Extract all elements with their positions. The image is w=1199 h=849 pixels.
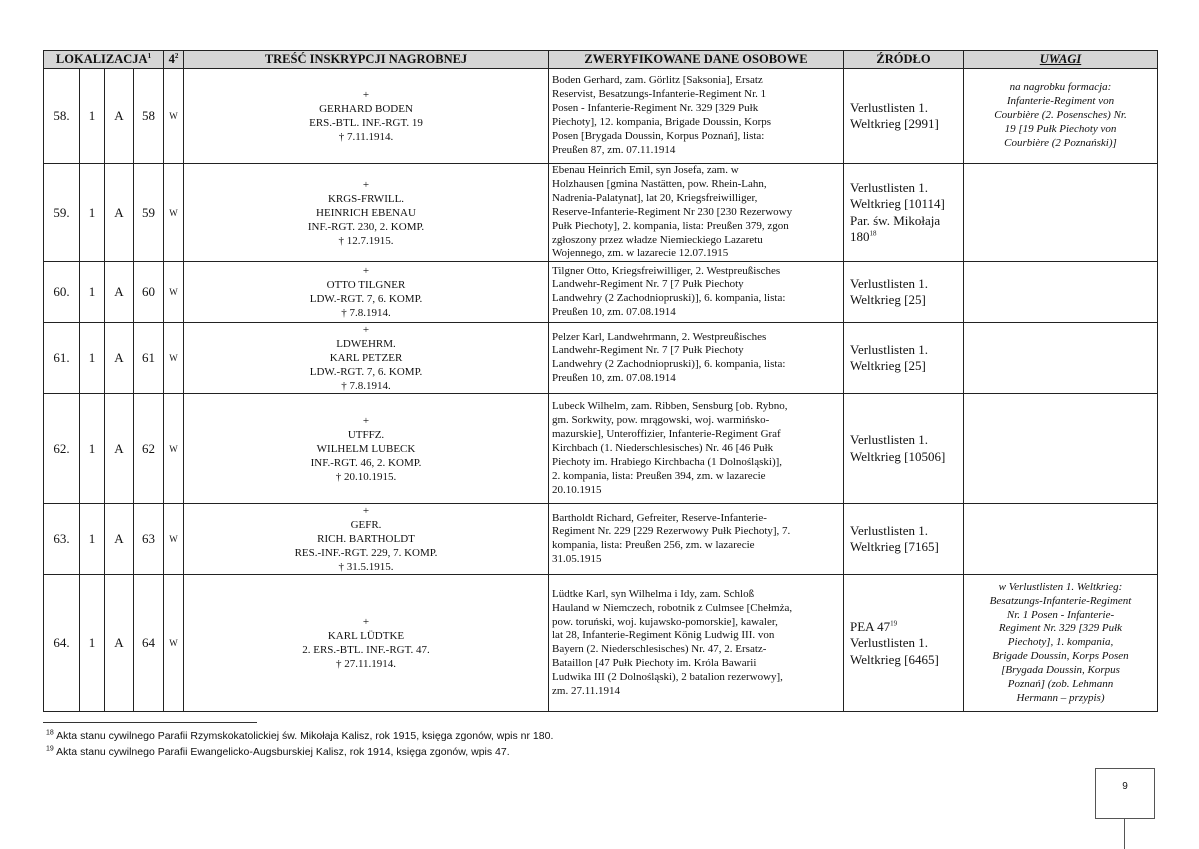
verified-data-line: Tilgner Otto, Kriegsfreiwilliger, 2. Westpreußisches — [552, 264, 781, 277]
grave-number: 59 — [134, 164, 164, 262]
source-line — [850, 196, 957, 213]
verified-data-line: Bayern (2. Niederschlesisches) Nr. 47, 2. Ersatz- — [552, 643, 767, 656]
verified-data-cell — [549, 575, 844, 712]
inscription-line: RES.-INF.-RGT. 229, 7. KOMP. — [294, 547, 438, 560]
verified-data-line: Boden Gerhard, zam. Görlitz [Saksonia], Ersatz — [552, 74, 763, 87]
grave-number: 60 — [134, 262, 164, 323]
notes-line: na nagrobku formacja: — [1009, 81, 1112, 94]
inscription-line: † 12.7.1915. — [338, 234, 394, 247]
grave-number: 64 — [134, 575, 164, 712]
source-text: Verlustlisten 1. — [850, 432, 928, 448]
verified-data-cell — [549, 504, 844, 575]
table-row — [44, 394, 1158, 504]
inscription-cell — [184, 323, 549, 394]
verified-data-line: 20.10.1915 — [552, 483, 602, 496]
verified-data-line: Landwehr-Regiment Nr. 7 [7 Pułk Piechoty — [552, 278, 744, 291]
source-line — [850, 229, 957, 246]
table-row — [44, 262, 1158, 323]
verified-data-line: zm. 27.11.1914 — [552, 685, 621, 698]
grave-type: W — [164, 69, 184, 164]
notes-cell — [964, 504, 1158, 575]
inscription-line: LDW.-RGT. 7, 6. KOMP. — [309, 366, 423, 379]
verified-data-line: kompania, lista: Preußen 256, zm. w lazarecie — [552, 539, 755, 552]
header-dane: ZWERYFIKOWANE DANE OSOBOWE — [549, 51, 844, 69]
verified-data-line: Preußen 10, zm. 07.08.1914 — [552, 372, 676, 385]
source-text: Weltkrieg [25] — [850, 358, 926, 374]
footnote-number: 18 — [46, 729, 54, 737]
verified-data-cell — [549, 164, 844, 262]
verified-data-line: Lubeck Wilhelm, zam. Ribben, Sensburg [ob. Rybno, — [552, 400, 788, 413]
inscription-line: † 31.5.1915. — [338, 561, 394, 574]
footnote-text: Akta stanu cywilnego Parafii Ewangelicko-Augsburskiej Kalisz, rok 1914, księga zgonów, wpis 47. — [56, 746, 510, 758]
inscription-line: + — [362, 89, 370, 101]
source-line — [850, 213, 957, 230]
inscription-line: + — [362, 178, 370, 191]
source-text: Weltkrieg [6465] — [850, 651, 939, 667]
source-line — [850, 523, 957, 540]
notes-line: Nr. 1 Posen - Infanterie- — [1006, 608, 1115, 621]
source-line — [850, 292, 957, 309]
source-line — [850, 539, 957, 556]
inscription-line: † 20.10.1915. — [335, 470, 397, 483]
notes-line: Brigade Doussin, Korps Posen — [992, 650, 1129, 663]
source-text: Weltkrieg [2991] — [850, 116, 939, 131]
footnote-text: Akta stanu cywilnego Parafii Rzymskokatolickiej św. Mikołaja Kalisz, rok 1915, księga zgonów, wpis nr 180. — [56, 730, 554, 742]
location-section: A — [105, 69, 134, 164]
source-line — [850, 432, 957, 449]
verified-data-line: Reservist, Besatzungs-Infanterie-Regiment Nr. 1 — [552, 88, 767, 101]
source-cell — [844, 69, 964, 164]
source-line — [850, 100, 957, 117]
location-field: 1 — [80, 69, 105, 164]
inscription-line: KRGS-FRWILL. — [327, 192, 405, 205]
grave-type: W — [164, 262, 184, 323]
source-cell — [844, 575, 964, 712]
grave-number: 61 — [134, 323, 164, 394]
inscription-cell — [184, 394, 549, 504]
row-number: 59. — [44, 164, 80, 262]
verified-data-line: Lüdtke Karl, syn Wilhelma i Idy, zam. Schloß — [552, 587, 755, 600]
source-cell — [844, 504, 964, 575]
inscription-line: † 7.8.1914. — [341, 307, 391, 320]
verified-data-line: Ludwika III (2 Dolnośląski), 2 batalion rezerwowy], — [552, 671, 783, 684]
verified-data-cell — [549, 323, 844, 394]
verified-data-line: Preußen 87, zm. 07.11.1914 — [552, 143, 676, 156]
header-row — [44, 51, 1158, 69]
row-number: 63. — [44, 504, 80, 575]
notes-cell — [964, 323, 1158, 394]
source-text: Par. św. Mikołaja — [850, 212, 941, 228]
source-cell — [844, 323, 964, 394]
source-cell — [844, 164, 964, 262]
inscription-line: † 7.11.1914. — [338, 131, 394, 143]
inscription-line: + — [362, 414, 370, 427]
verified-data-line: Reserve-Infanterie-Regiment Nr 230 [230 Rezerwowy — [552, 205, 793, 218]
row-number: 61. — [44, 323, 80, 394]
location-field: 1 — [80, 575, 105, 712]
inscription-line: INF.-RGT. 46, 2. KOMP. — [310, 456, 422, 469]
notes-line: Poznań] (zob. Lehmann — [1007, 678, 1114, 691]
verified-data-line: Landwehry (2 Zachodniopruski)], 6. kompania, lista: — [552, 292, 786, 305]
page-number-box — [1095, 768, 1155, 819]
notes-line: [Brygada Doussin, Korpus — [1001, 664, 1120, 677]
grave-type: W — [164, 323, 184, 394]
verified-data-cell — [549, 262, 844, 323]
row-number: 60. — [44, 262, 80, 323]
row-number: 58. — [44, 69, 80, 164]
notes-cell — [964, 262, 1158, 323]
source-text: 180 — [850, 229, 870, 245]
source-line — [850, 342, 957, 359]
inscription-line: RICH. BARTHOLDT — [317, 533, 415, 546]
inscription-line: + — [362, 265, 370, 278]
source-line — [850, 652, 957, 669]
footnote-item — [46, 728, 553, 744]
notes-line: Courbière (2 Poznański)] — [1004, 136, 1117, 149]
location-field: 1 — [80, 164, 105, 262]
header-zrodlo: ŹRÓDŁO — [844, 51, 964, 69]
notes-line: Besatzungs-Infanterie-Regiment — [989, 594, 1132, 607]
verified-data-line: zgłoszony przez władze Niemieckiego Lazaretu — [552, 233, 763, 246]
source-line — [850, 635, 957, 652]
row-number: 62. — [44, 394, 80, 504]
verified-data-line: lat 28, Infanterie-Regiment König Ludwig III. von — [552, 629, 775, 642]
inscription-line: GEFR. — [350, 519, 382, 532]
source-text: Weltkrieg [10114] — [850, 196, 945, 212]
footnote-ref: 19 — [890, 619, 898, 628]
source-line — [850, 619, 957, 636]
location-field: 1 — [80, 504, 105, 575]
notes-line: Piechoty], 1. kompania, — [1007, 636, 1114, 649]
verified-data-line: Landwehry (2 Zachodniopruski)], 6. kompania, lista: — [552, 358, 786, 371]
inscription-line: GERHARD BODEN — [319, 103, 413, 115]
inscription-cell — [184, 262, 549, 323]
location-field: 1 — [80, 394, 105, 504]
inscription-line: + — [362, 324, 370, 337]
inscription-cell — [184, 69, 549, 164]
notes-cell — [964, 394, 1158, 504]
grave-number: 63 — [134, 504, 164, 575]
source-line — [850, 276, 957, 293]
footnote-rule — [43, 722, 257, 723]
verified-data-line: Holzhausen [gmina Nastätten, pow. Rhein-Lahn, — [552, 177, 767, 190]
source-text: Verlustlisten 1. — [850, 341, 928, 357]
notes-line: Infanterie-Regiment von — [1006, 95, 1115, 108]
row-number: 64. — [44, 575, 80, 712]
inscription-line: + — [362, 616, 370, 629]
verified-data-line: gm. Sorkwity, pow. mrągowski, woj. warmińsko- — [552, 414, 770, 427]
notes-line: Hermann – przypis) — [1016, 692, 1105, 705]
source-cell — [844, 394, 964, 504]
source-line — [850, 180, 957, 197]
source-line — [850, 449, 957, 466]
inscription-line: † 7.8.1914. — [341, 380, 391, 393]
source-cell — [844, 262, 964, 323]
source-line — [850, 358, 957, 375]
verified-data-line: Ebenau Heinrich Emil, syn Josefa, zam. w — [552, 164, 739, 176]
verified-data-line: 2. kompania, lista: Preußen 394, zm. w lazarecie — [552, 469, 766, 482]
notes-line: 19 [19 Pułk Piechoty von — [1004, 122, 1117, 135]
table-row — [44, 504, 1158, 575]
verified-data-cell — [549, 69, 844, 164]
verified-data-line: Pelzer Karl, Landwehrmann, 2. Westpreußisches — [552, 330, 767, 343]
location-section: A — [105, 394, 134, 504]
verified-data-line: Posen [Brygada Doussin, Korpus Poznań], lista: — [552, 129, 765, 142]
inscription-line: HEINRICH EBENAU — [316, 206, 416, 219]
notes-cell — [964, 69, 1158, 164]
grave-type: W — [164, 394, 184, 504]
table-row — [44, 323, 1158, 394]
verified-data-line: pow. toruński, woj. kujawsko-pomorskie], kawaler, — [552, 615, 778, 628]
inscription-line: LDWEHRM. — [336, 338, 396, 351]
inscription-line: UTFFZ. — [347, 428, 385, 441]
source-text: Verlustlisten 1. — [850, 99, 928, 115]
verified-data-line: Hauland w Niemczech, robotnik z Culmsee [Chełmża, — [552, 601, 793, 614]
verified-data-line: Posen - Infanterie-Regiment Nr. 329 [329 Pułk — [552, 102, 759, 115]
inscription-line: † 27.11.1914. — [335, 658, 397, 671]
verified-data-line: Piechoty], 12. kompania, Brigade Doussin, Korps — [552, 116, 772, 128]
source-text: Weltkrieg [10506] — [850, 448, 946, 464]
notes-line: Regiment Nr. 329 [329 Pułk — [998, 622, 1123, 635]
footnote-ref: 18 — [869, 229, 877, 238]
verified-data-line: Regiment Nr. 229 [229 Rezerwowy Pułk Piechoty], 7. — [552, 525, 791, 538]
inscription-cell — [184, 164, 549, 262]
verified-data-line: Wojennego, zm. w lazarecie 12.07.1915 — [552, 247, 729, 260]
verified-data-line: mazurskie], Unteroffizier, Infanterie-Regiment Graf — [552, 427, 781, 440]
inscription-line: ERS.-BTL. INF.-RGT. 19 — [309, 117, 423, 129]
inscription-line: 2. ERS.-BTL. INF.-RGT. 47. — [302, 644, 430, 657]
source-line — [850, 116, 957, 133]
source-text: Verlustlisten 1. — [850, 275, 928, 291]
inscription-line: INF.-RGT. 230, 2. KOMP. — [307, 220, 425, 233]
verified-data-line: Nadrenia-Palatynat], lat 20, Kriegsfreiwilliger, — [552, 191, 758, 204]
grave-number: 58 — [134, 69, 164, 164]
source-text: PEA 47 — [850, 618, 891, 634]
grave-type: W — [164, 164, 184, 262]
notes-cell — [964, 164, 1158, 262]
header-uwagi: UWAGI — [964, 51, 1158, 69]
verified-data-line: Bataillon [47 Pułk Piechoty im. Króla Bawarii — [552, 657, 757, 670]
inscription-line: LDW.-RGT. 7, 6. KOMP. — [309, 293, 423, 306]
verified-data-cell — [549, 394, 844, 504]
notes-cell — [964, 575, 1158, 712]
grave-type: W — [164, 504, 184, 575]
source-text: Weltkrieg [25] — [850, 292, 926, 308]
page-corner-line — [1124, 819, 1125, 849]
notes-line: Courbière (2. Posensches) Nr. — [994, 109, 1127, 122]
inscription-line: KARL LÜDTKE — [327, 630, 405, 643]
source-text: Verlustlisten 1. — [850, 179, 928, 195]
location-section: A — [105, 575, 134, 712]
inscription-line: WILHELM LUBECK — [316, 442, 416, 455]
location-section: A — [105, 262, 134, 323]
source-text: Verlustlisten 1. — [850, 522, 928, 538]
inscription-cell — [184, 575, 549, 712]
notes-line: w Verlustlisten 1. Weltkrieg: — [998, 580, 1123, 593]
page-number: 9 — [1122, 781, 1128, 792]
inscription-line: + — [362, 505, 370, 518]
table-row — [44, 164, 1158, 262]
source-text: Verlustlisten 1. — [850, 635, 928, 651]
grave-registry-table — [43, 50, 1158, 712]
inscription-line: OTTO TILGNER — [326, 279, 406, 292]
location-section: A — [105, 323, 134, 394]
verified-data-line: 31.05.1915 — [552, 553, 602, 566]
source-text: Weltkrieg [7165] — [850, 539, 939, 555]
grave-number: 62 — [134, 394, 164, 504]
verified-data-line: Pułk Piechoty], 2. kompania, lista: Preußen 379, zgon — [552, 219, 789, 232]
verified-data-line: Landwehr-Regiment Nr. 7 [7 Pułk Piechoty — [552, 344, 744, 357]
footnote-item — [46, 744, 553, 760]
footnotes — [46, 728, 553, 760]
location-field: 1 — [80, 262, 105, 323]
table-row — [44, 69, 1158, 164]
inscription-cell — [184, 504, 549, 575]
table-row — [44, 575, 1158, 712]
location-field: 1 — [80, 323, 105, 394]
inscription-line: KARL PETZER — [329, 352, 403, 365]
verified-data-line: Piechoty im. Hrabiego Kirchbacha (1 Dolnośląski)], — [552, 455, 783, 468]
grave-type: W — [164, 575, 184, 712]
location-section: A — [105, 504, 134, 575]
header-col4: $4^2$ — [164, 51, 184, 69]
verified-data-line: Bartholdt Richard, Gefreiter, Reserve-Infanterie- — [552, 511, 767, 524]
header-tresc: TREŚĆ INSKRYPCJI NAGROBNEJ — [184, 51, 549, 69]
verified-data-line: Preußen 10, zm. 07.08.1914 — [552, 306, 676, 319]
location-section: A — [105, 164, 134, 262]
header-lokalizacja: LOKALIZACJA$^1$ — [44, 51, 164, 69]
verified-data-line: Kirchbach (1. Niederschlesisches) Nr. 46 [46 Pułk — [552, 441, 774, 454]
footnote-number: 19 — [46, 745, 54, 753]
